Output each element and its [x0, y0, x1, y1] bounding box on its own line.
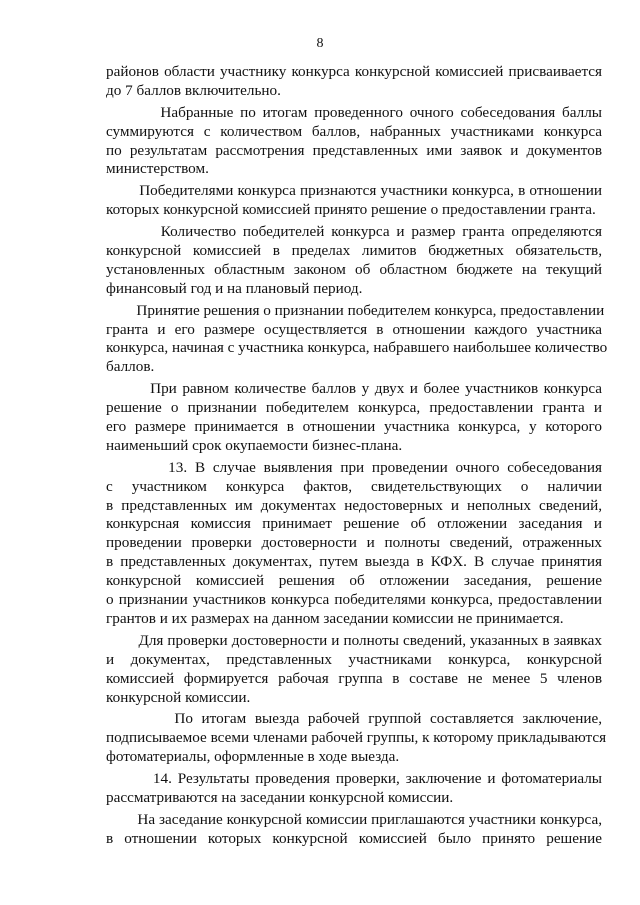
- paragraph: [106, 104, 602, 180]
- text-line: Принятие решения о признании победителем конкурса, предоставлении: [106, 301, 605, 319]
- text-line: гранта и его размере осуществляется в отношении каждого участника: [106, 320, 602, 338]
- text-line: баллов.: [106, 358, 155, 376]
- paragraph: [106, 380, 602, 456]
- text-line: грантов и их размерах на данном заседании комиссии не принимается.: [106, 609, 564, 627]
- text-line: конкурсная комиссия принимает решение об отложении заседания и: [106, 515, 602, 533]
- page-number: 8: [316, 36, 324, 51]
- text-line: его размере принимается в отношении участника конкурса, у которого: [106, 418, 602, 436]
- text-line: установленных областным законом об областном бюджете на текущий: [106, 260, 602, 278]
- text-line: комиссией формируется рабочая группа в составе не менее 5 членов: [106, 669, 602, 687]
- document-body: [106, 63, 608, 849]
- text-line: наименьший срок окупаемости бизнес-плана.: [106, 436, 403, 454]
- paragraph: [106, 223, 602, 299]
- text-line: проведении проверки достоверности и полноты сведений, отраженных: [106, 534, 602, 552]
- text-line: в представленных им документах недостоверных и неполных сведений,: [106, 496, 602, 514]
- text-line: 13. В случае выявления при проведении очного собеседования: [106, 458, 602, 476]
- text-line: 14. Результаты проведения проверки, заключение и фотоматериалы: [106, 770, 602, 788]
- text-line: суммируются с количеством баллов, набранных участниками конкурса: [106, 122, 602, 140]
- text-line: При равном количестве баллов у двух и более участников конкурса: [106, 380, 602, 398]
- text-line: подписываемое всеми членами рабочей группы, к которому прикладываются: [106, 729, 607, 747]
- paragraph: [106, 459, 602, 629]
- text-line: министерством.: [106, 160, 209, 178]
- text-line: фотоматериалы, оформленные в ходе выезда.: [106, 748, 400, 766]
- text-line: в представленных документах, путем выезда в КФХ. В случае принятия: [106, 553, 602, 571]
- text-line: рассматриваются на заседании конкурсной комиссии.: [106, 788, 454, 806]
- text-line: Для проверки достоверности и полноты сведений, указанных в заявках: [106, 631, 602, 649]
- text-line: в отношении которых конкурсной комиссией было принято решение: [106, 829, 602, 847]
- text-line: решение о признании победителем конкурса, предоставлении гранта и: [106, 399, 602, 417]
- paragraph: [106, 301, 608, 378]
- text-line: с участником конкурса фактов, свидетельствующих о наличии: [106, 477, 602, 495]
- text-line: Количество победителей конкурса и размер гранта определяются: [106, 223, 602, 241]
- text-line: финансовый год и на плановый период.: [106, 279, 363, 297]
- text-line: По итогам выезда рабочей группой составляется заключение,: [106, 710, 602, 728]
- text-line: до 7 баллов включительно.: [106, 81, 281, 99]
- text-line: конкурса, начиная с участника конкурса, набравшего наибольшее количество: [106, 339, 608, 357]
- paragraph: [106, 710, 607, 767]
- paragraph: [106, 770, 602, 808]
- text-line: и документах, представленных участниками конкурса, конкурсной: [106, 650, 602, 668]
- text-line: о признании участников конкурса победителями конкурса, предоставлении: [106, 591, 602, 609]
- text-line: которых конкурсной комиссией принято решение о предоставлении гранта.: [106, 201, 596, 219]
- paragraph: [106, 811, 602, 849]
- text-line: конкурсной комиссией решения об отложении заседания, решение: [106, 572, 602, 590]
- text-line: Победителями конкурса признаются участники конкурса, в отношении: [106, 182, 602, 200]
- paragraph: [106, 632, 602, 708]
- text-line: Набранные по итогам проведенного очного собеседования баллы: [106, 103, 602, 121]
- text-line: по результатам рассмотрения представленных ими заявок и документов: [106, 141, 602, 159]
- text-line: На заседание конкурсной комиссии приглашаются участники конкурса,: [106, 810, 602, 828]
- text-line: конкурсной комиссией в пределах лимитов бюджетных обязательств,: [106, 242, 602, 260]
- paragraph: [106, 182, 602, 220]
- text-line: конкурсной комиссии.: [106, 688, 251, 706]
- paragraph: [106, 63, 602, 101]
- text-line: районов области участнику конкурса конкурсной комиссией присваивается: [106, 63, 602, 80]
